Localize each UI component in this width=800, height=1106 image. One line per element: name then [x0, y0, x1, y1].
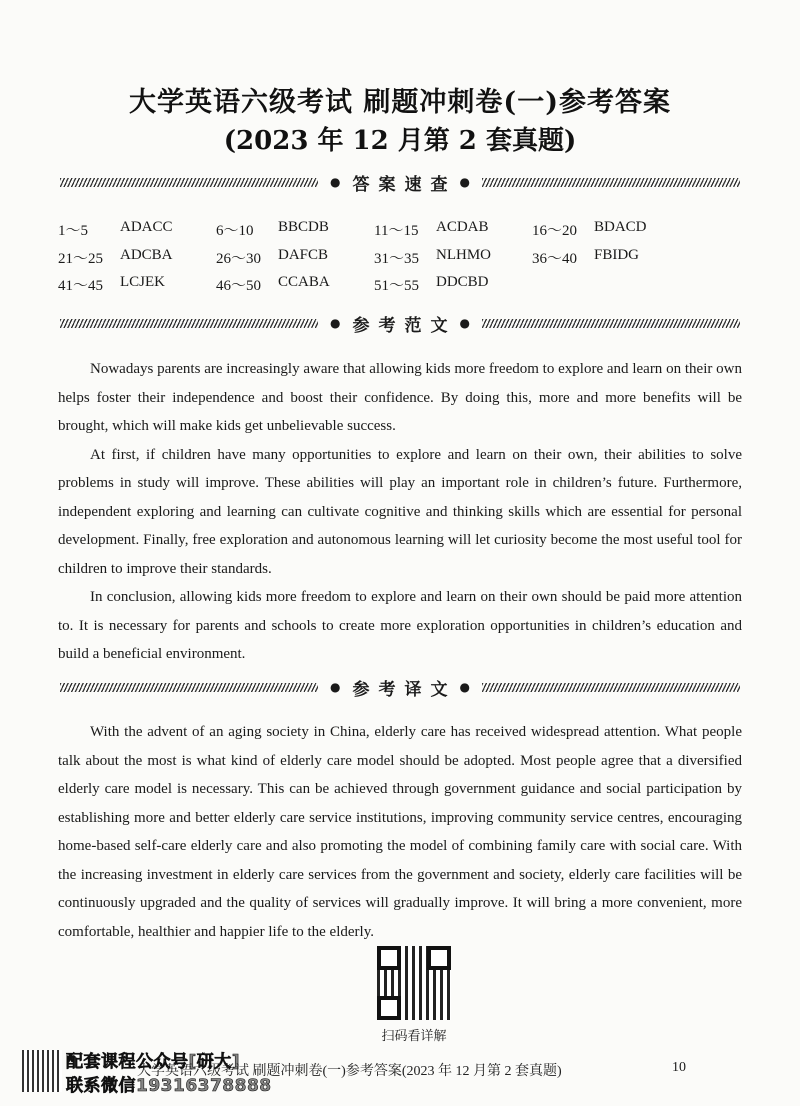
hatch-rule [60, 319, 318, 328]
bullet-icon: ● [330, 316, 341, 330]
essay-paragraph: Nowadays parents are increasingly aware that allowing kids more freedom to explore and learn on their own helps foster their independence and boost their confidence. By doing this, more and more benefits will be brought, which will make kids get unbelievable success. [58, 361, 742, 434]
page-subtitle: (2023 年 12 月第 2 套真题) [223, 126, 577, 156]
answer-cell [216, 247, 374, 268]
answer-cell [216, 274, 374, 295]
answer-value: LCJEK [120, 274, 165, 291]
translation-body [58, 718, 742, 946]
section-heading: 答案速查 [352, 174, 457, 195]
answer-value: ACDAB [436, 219, 489, 236]
essay-paragraph: At first, if children have many opportunities to explore and learn on their own, their abilities to solve problems in study will improve. These abilities will play an important role in children’s future. Furthermore, independent exploring and learning can cultivate cognitive and thinking skills which are essential for personal development. Finally, free exploration and autonomous learning will let curiosity become the most useful tool for children to improve their standards. [58, 446, 742, 577]
section-heading: 参考译文 [352, 679, 457, 700]
answer-cell [58, 219, 216, 240]
answer-value: ADACC [120, 219, 173, 236]
essay-body [58, 355, 742, 669]
qr-code-icon[interactable] [377, 946, 451, 1020]
answer-cell [216, 219, 374, 240]
answer-value: FBIDG [594, 246, 640, 263]
bullet-icon: ● [330, 175, 341, 189]
answer-range: 41～45 [58, 278, 104, 295]
answer-range: 51～55 [374, 278, 420, 295]
page-title: 大学英语六级考试 刷题冲刺卷(一)参考答案 [129, 87, 671, 118]
answer-range: 11～15 [374, 223, 419, 240]
answer-cell [532, 219, 690, 240]
section-divider-translation [60, 675, 740, 699]
answer-value: BBCDB [278, 219, 329, 236]
answer-range: 1～5 [58, 223, 89, 240]
hatch-rule [482, 319, 740, 328]
answer-row [58, 244, 738, 272]
hatch-rule [482, 178, 740, 187]
watermark-qr-icon [22, 1050, 62, 1092]
essay-paragraph: In conclusion, allowing kids more freedom to explore and learn on their own should be paid more attention to. It is necessary for parents and schools to create more exploration opportunities in children’s education and build a beneficial environment. [58, 589, 742, 662]
answer-cell [58, 247, 216, 268]
answer-grid [58, 216, 738, 299]
answer-cell [374, 274, 532, 295]
answer-range: 36～40 [532, 250, 578, 267]
hatch-rule [60, 683, 318, 692]
answer-range: 21～25 [58, 250, 104, 267]
hatch-rule [482, 683, 740, 692]
qr-caption: 扫码看详解 [381, 1029, 447, 1044]
answer-row [58, 271, 738, 299]
answer-cell [374, 247, 532, 268]
answer-value: NLHMO [436, 246, 491, 263]
page-number: 10 [672, 1060, 686, 1075]
answer-value: CCABA [278, 274, 330, 291]
answer-row [58, 216, 738, 244]
watermark-line: 联系微信19316378888 [66, 1076, 272, 1096]
translation-paragraph: With the advent of an aging society in China, elderly care has received widespread attention. What people talk about the most is what kind of elderly care model should be adopted. Most people agree that a diversified elderly care model is necessary. This can be achieved through government guidance and social participation by establishing more and better elderly care service institutions, improving community service centres, encouraging home-based self-care elderly care and also promoting the model of combining family care with social care. With the increasing investment in elderly care services from the government and society, elderly care facilities will be continuously upgraded and the quality of services will gradually improve. It will bring a more convenient, more comfortable, healthier and happier life to the elderly. [58, 724, 742, 940]
answer-cell [532, 247, 690, 268]
page-footer: 大学英语六级考试 刷题冲刺卷(一)参考答案(2023 年 12 月第 2 套真题) [137, 1064, 562, 1079]
answer-value: BDACD [594, 219, 647, 236]
answer-range: 16～20 [532, 223, 578, 240]
section-divider-answers [60, 170, 740, 194]
section-heading: 参考范文 [352, 315, 457, 336]
answer-value: DDCBD [436, 274, 489, 291]
answer-cell [58, 274, 216, 295]
answer-range: 26～30 [216, 250, 262, 267]
answer-value: ADCBA [120, 246, 173, 263]
answer-range: 6～10 [216, 223, 254, 240]
bullet-icon: ● [459, 175, 470, 189]
bullet-icon: ● [459, 316, 470, 330]
section-divider-essay [60, 311, 740, 335]
answer-cell [374, 219, 532, 240]
bullet-icon: ● [459, 680, 470, 694]
answer-range: 31～35 [374, 250, 420, 267]
hatch-rule [60, 178, 318, 187]
answer-value: DAFCB [278, 246, 329, 263]
answer-range: 46～50 [216, 278, 262, 295]
bullet-icon: ● [330, 680, 341, 694]
watermark-line: 配套课程公众号[研大] [66, 1052, 241, 1072]
